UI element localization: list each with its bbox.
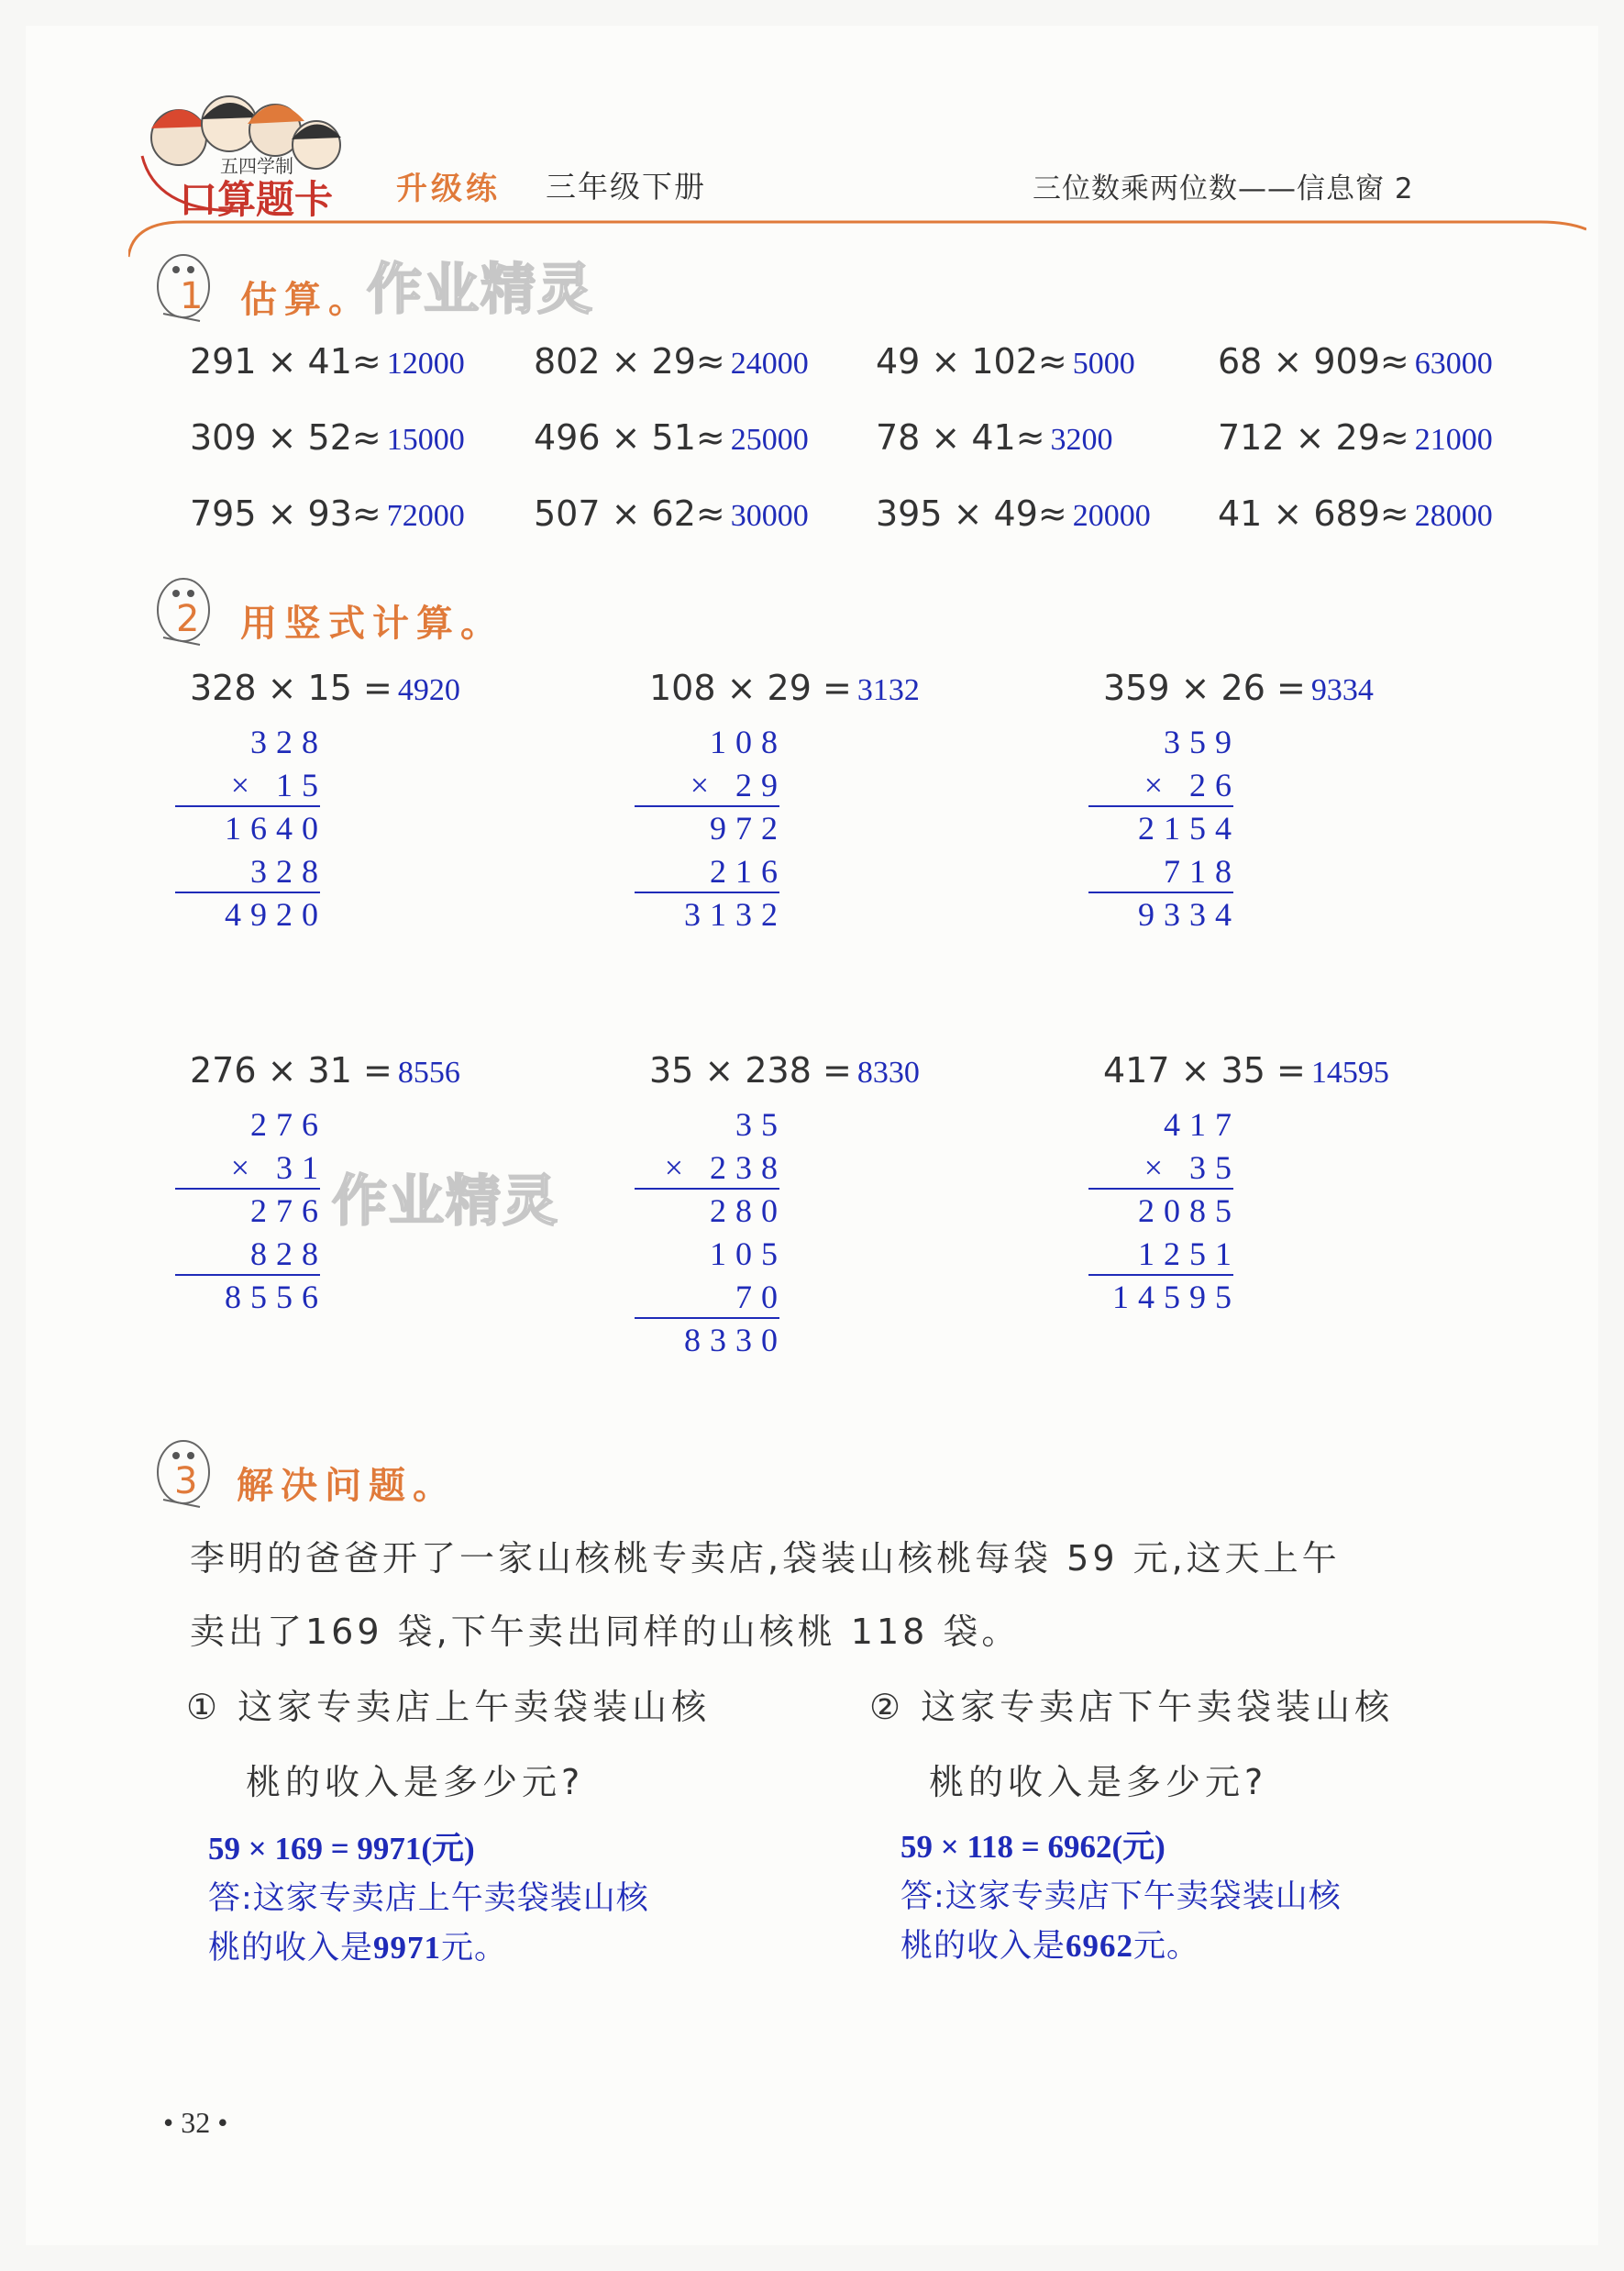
estimation-answer: 20000: [1072, 499, 1151, 533]
estimation-item: [190, 493, 465, 534]
estimation-answer: 3200: [1050, 423, 1113, 457]
estimation-answer: 25000: [730, 423, 809, 457]
grade-label: 三年级下册: [546, 169, 706, 205]
calc-row: 70: [735, 1279, 787, 1315]
equation-answer: 8330: [856, 1056, 920, 1090]
estimation-expression: 78 × 41≈: [876, 417, 1045, 458]
calc-divider-line: [1088, 1274, 1233, 1276]
calc-row: × 29: [690, 767, 787, 803]
calc-row: × 35: [1143, 1149, 1241, 1186]
watermark: 作业精灵: [367, 258, 594, 322]
calc-row: 276: [250, 1106, 327, 1143]
calc-result-row: 8556: [225, 1279, 327, 1315]
watermark: 作业精灵: [332, 1169, 559, 1234]
estimation-expression: 68 × 909≈: [1218, 341, 1409, 382]
estimation-item: [1218, 493, 1493, 534]
problem-text-line1: 李明的爸爸开了一家山核桃专卖店,袋装山核桃每袋 59 元,这天上午: [190, 1538, 1341, 1579]
estimation-item: [1218, 417, 1493, 458]
equation-expression: 328 × 15 =: [190, 668, 392, 708]
estimation-item: [534, 341, 809, 382]
answer-2-line2: 桃的收入是6962元。: [900, 1928, 1200, 1965]
topic-label: 三位数乘两位数——信息窗 2: [1033, 172, 1414, 205]
equation-expression: 417 × 35 =: [1103, 1050, 1306, 1091]
equation-expression: 108 × 29 =: [649, 668, 852, 708]
calc-row: 105: [710, 1235, 787, 1272]
estimation-answer: 28000: [1414, 499, 1493, 533]
header-divider: [128, 220, 1586, 275]
calc-divider-line: [635, 1317, 779, 1319]
vertical-calc-equation: [649, 668, 920, 708]
estimation-item: [876, 417, 1113, 458]
estimation-expression: 795 × 93≈: [190, 493, 381, 534]
estimation-expression: 802 × 29≈: [534, 341, 725, 382]
estimation-answer: 5000: [1072, 347, 1135, 381]
estimation-expression: 291 × 41≈: [190, 341, 381, 382]
estimation-item: [190, 417, 465, 458]
section-number: 2: [176, 598, 200, 640]
calc-row: 216: [710, 853, 787, 890]
equation-answer: 9334: [1310, 673, 1374, 707]
logo-subtitle: 五四学制: [220, 155, 293, 177]
equation-expression: 276 × 31 =: [190, 1050, 392, 1091]
calc-divider-line: [175, 892, 320, 893]
question-1-line1: ① 这家专卖店上午卖袋装山核: [186, 1687, 712, 1727]
calc-result-row: 3132: [684, 896, 787, 933]
answer-1-line2: 桃的收入是9971元。: [208, 1930, 508, 1966]
calc-row: 328: [250, 724, 327, 760]
section-title: 用竖式计算。: [240, 603, 504, 645]
estimation-answer: 72000: [386, 499, 465, 533]
equation-answer: 8556: [397, 1056, 460, 1090]
calc-row: 35: [735, 1106, 787, 1143]
series-title: 升级练: [396, 171, 501, 207]
estimation-expression: 395 × 49≈: [876, 493, 1067, 534]
calc-divider-line: [1088, 805, 1233, 807]
answer-1-expression: 59 × 169 = 9971(元): [208, 1831, 475, 1867]
estimation-item: [876, 341, 1135, 382]
calc-row: 328: [250, 853, 327, 890]
calc-row: 2154: [1138, 810, 1241, 847]
estimation-expression: 496 × 51≈: [534, 417, 725, 458]
calc-row: 280: [710, 1192, 787, 1229]
question-2-line2: 桃的收入是多少元?: [929, 1762, 1268, 1802]
estimation-expression: 41 × 689≈: [1218, 493, 1409, 534]
answer-2-expression: 59 × 118 = 6962(元): [900, 1829, 1166, 1865]
calc-row: 108: [710, 724, 787, 760]
section-title: 估算。: [240, 279, 372, 321]
estimation-answer: 12000: [386, 347, 465, 381]
estimation-expression: 507 × 62≈: [534, 493, 725, 534]
calc-row: × 15: [230, 767, 327, 803]
section-number: 3: [174, 1460, 198, 1502]
estimation-item: [1218, 341, 1493, 382]
calc-divider-line: [1088, 892, 1233, 893]
vertical-calc-equation: [1103, 1050, 1389, 1091]
answer-2-line1: 答:这家专卖店下午卖袋装山核: [900, 1878, 1342, 1915]
calc-row: 2085: [1138, 1192, 1241, 1229]
calc-row: × 238: [664, 1149, 787, 1186]
section-title: 解决问题。: [237, 1465, 457, 1507]
calc-row: 828: [250, 1235, 327, 1272]
calc-result-row: 14595: [1112, 1279, 1241, 1315]
question-2-line1: ② 这家专卖店下午卖袋装山核: [869, 1687, 1395, 1727]
vertical-calc-equation: [190, 668, 460, 708]
vertical-calc-equation: [649, 1050, 920, 1091]
calc-divider-line: [175, 1274, 320, 1276]
vertical-calc-equation: [190, 1050, 460, 1091]
calc-row: × 31: [230, 1149, 327, 1186]
estimation-expression: 309 × 52≈: [190, 417, 381, 458]
equation-expression: 35 × 238 =: [649, 1050, 852, 1091]
calc-divider-line: [635, 805, 779, 807]
estimation-item: [534, 417, 809, 458]
calc-row: × 26: [1143, 767, 1241, 803]
equation-answer: 14595: [1310, 1056, 1389, 1090]
equation-answer: 3132: [856, 673, 920, 707]
answer-1-line1: 答:这家专卖店上午卖袋装山核: [208, 1880, 649, 1917]
estimation-answer: 24000: [730, 347, 809, 381]
calc-row: 1640: [225, 810, 327, 847]
calc-result-row: 9334: [1138, 896, 1241, 933]
estimation-item: [876, 493, 1151, 534]
estimation-expression: 712 × 29≈: [1218, 417, 1409, 458]
question-1-line2: 桃的收入是多少元?: [246, 1762, 585, 1802]
equation-expression: 359 × 26 =: [1103, 668, 1306, 708]
section-number: 1: [180, 275, 204, 317]
estimation-item: [534, 493, 809, 534]
estimation-answer: 21000: [1414, 423, 1493, 457]
logo-title: 口算题卡: [179, 177, 334, 222]
estimation-answer: 15000: [386, 423, 465, 457]
estimation-expression: 49 × 102≈: [876, 341, 1067, 382]
calc-row: 276: [250, 1192, 327, 1229]
calc-result-row: 4920: [225, 896, 327, 933]
calc-row: 972: [710, 810, 787, 847]
calc-divider-line: [175, 1188, 320, 1190]
calc-divider-line: [1088, 1188, 1233, 1190]
page-number: • 32 •: [163, 2106, 228, 2139]
estimation-answer: 63000: [1414, 347, 1493, 381]
calc-divider-line: [635, 892, 779, 893]
calc-row: 417: [1164, 1106, 1241, 1143]
calc-row: 359: [1164, 724, 1241, 760]
calc-row: 718: [1164, 853, 1241, 890]
calc-row: 1251: [1138, 1235, 1241, 1272]
calc-divider-line: [635, 1188, 779, 1190]
estimation-item: [190, 341, 465, 382]
vertical-calc-equation: [1103, 668, 1374, 708]
calc-result-row: 8330: [684, 1322, 787, 1358]
equation-answer: 4920: [397, 673, 460, 707]
calc-divider-line: [175, 805, 320, 807]
estimation-answer: 30000: [730, 499, 809, 533]
problem-text-line2: 卖出了169 袋,下午卖出同样的山核桃 118 袋。: [190, 1612, 1021, 1652]
